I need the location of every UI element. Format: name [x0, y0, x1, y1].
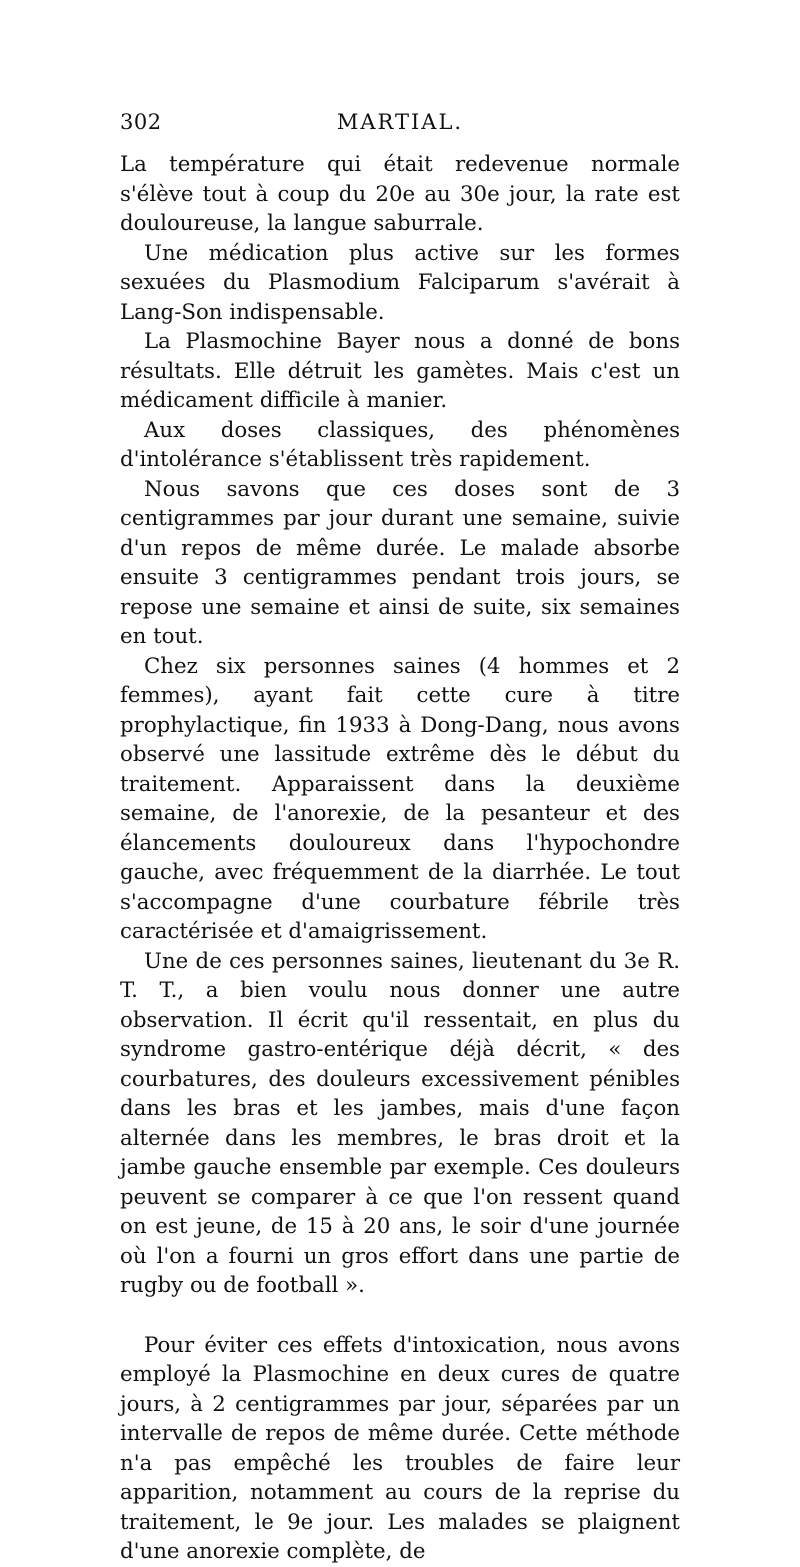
paragraph: Pour éviter ces effets d'intoxication, nous avons employé la Plasmochine en deux cures de quatre jours, à 2 centigrammes par jour, séparées par un intervalle de repos de même durée. Cette méthode n'a pas empêché les troubles de faire leur apparition, notamment au cours de la reprise du traitement, le 9e jour. Les malades se plaignent d'une anorexie complète, de — [120, 1332, 680, 1564]
running-head: MARTIAL. — [336, 110, 464, 134]
page-number: 302 — [120, 110, 162, 134]
paragraph: Aux doses classiques, des phénomènes d'intolérance s'établissent très rapidement. — [120, 417, 680, 472]
paragraph: Une médication plus active sur les formes sexuées du Plasmodium Falciparum s'avérait à Lang-Son indispensable. — [120, 240, 680, 325]
paragraph: La Plasmochine Bayer nous a donné de bons résultats. Elle détruit les gamètes. Mais c'est un médicament difficile à manier. — [120, 329, 680, 413]
paragraph: Chez six personnes saines (4 hommes et 2 femmes), ayant fait cette cure à titre prophylactique, fin 1933 à Dong-Dang, nous avons observé une lassitude extrême dès le début du traitement. Apparaissent dans la deuxième semaine, de l'anorexie, de la pesanteur et des élancements douloureux dans l'hypochondre gauche, avec fréquemment de la diarrhée. Le tout s'accompagne d'une courbature fébrile très caractérisée et d'amaigrissement. — [120, 653, 680, 944]
paragraph: Une de ces personnes saines, lieutenant du 3e R. T. T., a bien voulu nous donner une autre observation. Il écrit qu'il ressentait, en plus du syndrome gastro-entérique déjà décrit, « des courbatures, des douleurs excessivement pénibles dans les bras et les jambes, mais d'une façon alternée dans les membres, le bras droit et la jambe gauche ensemble par exemple. Ces douleurs peuvent se comparer à ce que l'on ressent quand on est jeune, de 15 à 20 ans, le soir d'une journée où l'on a fourni un gros effort dans une partie de rugby ou de football ». — [120, 948, 680, 1298]
page-header — [120, 110, 680, 150]
paragraph: La température qui était redevenue normale s'élève tout à coup du 20e au 30e jour, la rate est douloureuse, la langue saburrale. — [120, 152, 680, 236]
paragraph: Nous savons que ces doses sont de 3 centigrammes par jour durant une semaine, suivie d'un repos de même durée. Le malade absorbe ensuite 3 centigrammes pendant trois jours, se repose une semaine et ainsi de suite, six semaines en tout. — [120, 476, 680, 649]
body-text — [120, 150, 680, 1567]
